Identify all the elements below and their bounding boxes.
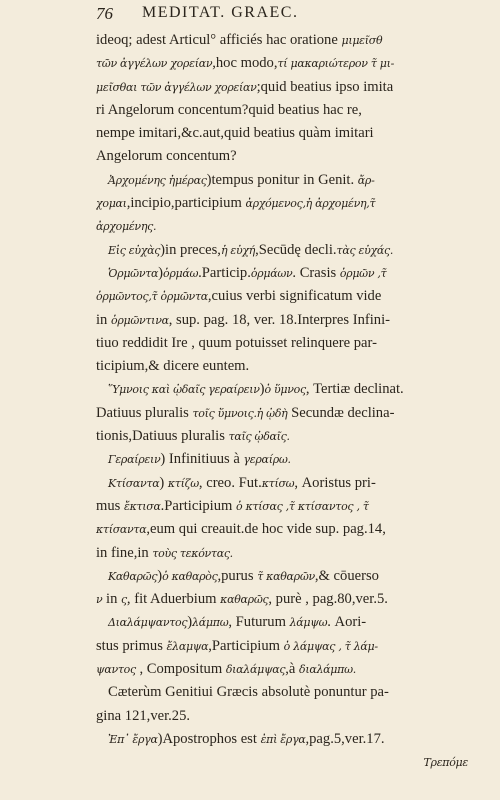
greek-term: ὁ κτίσας ,τ̃ κτίσαντος , τ̃ — [236, 499, 369, 513]
latin-text: )tempus ponitur in Genit. — [206, 171, 358, 188]
page-header — [96, 4, 440, 30]
text-line — [96, 215, 468, 238]
text-line — [96, 192, 468, 215]
text-line — [96, 76, 468, 99]
greek-term: ς — [121, 593, 127, 607]
latin-text: stus primus — [96, 637, 167, 654]
text-line — [96, 705, 468, 728]
latin-text: Angelorum concentum? — [96, 148, 237, 165]
text-line — [96, 378, 468, 401]
greek-term: ἔλαμψα — [166, 639, 209, 653]
greek-term: διαλάμπω. — [299, 663, 356, 677]
latin-text: in — [102, 591, 122, 608]
text-line — [96, 285, 468, 308]
text-line — [96, 681, 468, 704]
greek-term: μεῖσθαι τῶν ἀγγέλων χορείαν — [96, 80, 257, 94]
greek-term: ὁρμῶντος,τ̃ ὁρμῶντα — [96, 290, 208, 304]
latin-text: ) Infinitiuus à — [160, 451, 244, 468]
greek-term: ν — [96, 593, 103, 607]
greek-term: ἄρ- — [357, 173, 375, 187]
latin-text: ,eum qui creauit.de hoc vide sup. pag.14, — [146, 521, 386, 538]
greek-term: Καθαρῶς — [108, 569, 158, 583]
text-line — [96, 425, 468, 448]
latin-text: , Compositum — [135, 661, 226, 678]
text-line — [96, 448, 468, 471]
latin-text: ,cuius verbi significatum vide — [207, 288, 382, 305]
text-line — [96, 565, 468, 588]
greek-term: ὁρμάων — [250, 266, 293, 280]
greek-term: Ὕμνοις καὶ ᾠδαῖς γεραίρειν — [108, 383, 260, 397]
greek-term: τ̃ καθαρῶν — [257, 569, 315, 583]
text-line — [96, 122, 468, 145]
latin-text: ticipium,& dicere euntem. — [96, 358, 250, 375]
greek-term: ἡ εὐχή — [220, 243, 256, 257]
greek-term: τοῖς ὕμνοις.ἡ ᾠδὴ — [192, 406, 288, 420]
latin-text: ideoq; adest Articul° afficiés hac oratione — [96, 32, 342, 48]
greek-term: τί μακαριώτερον τ̃ μι- — [277, 57, 395, 71]
greek-term: ὁρμῶν ,τ̃ — [339, 266, 387, 280]
page-number: 76 — [96, 4, 113, 23]
greek-term: ψαντος — [96, 663, 136, 677]
catchword — [96, 751, 468, 774]
latin-text: Datiuus pluralis — [96, 404, 193, 421]
latin-text: ,Secūdę decli. — [255, 241, 337, 258]
greek-term: Γεραίρειν — [108, 453, 161, 467]
text-line — [96, 635, 468, 658]
text-line — [96, 355, 468, 378]
latin-text: , Tertiæ declinat. — [305, 381, 404, 398]
latin-text: , sup. pag. 18, ver. 18.Interpres Infini- — [168, 311, 391, 328]
latin-text: ,à — [285, 661, 300, 678]
text-line — [96, 611, 468, 634]
latin-text: tionis,Datiuus pluralis — [96, 428, 229, 445]
text-line — [96, 728, 468, 751]
latin-text: ) — [158, 264, 164, 281]
text-line — [96, 52, 468, 75]
running-head: MEDITAT. GRAEC. — [142, 4, 299, 21]
greek-term: καθαρῶς — [220, 593, 269, 607]
latin-text: .Participium — [160, 497, 237, 514]
latin-text: ,pag.5,ver.17. — [305, 730, 385, 747]
greek-term: Εἰς εὐχὰς — [108, 243, 161, 257]
greek-term: ὁ καθαρὸς — [162, 569, 218, 583]
greek-term: κτίσαντα — [96, 523, 147, 537]
latin-text: in fine,in — [96, 544, 153, 561]
greek-term: διαλάμψας — [225, 663, 286, 677]
latin-text: , purè , pag.80,ver.5. — [268, 591, 388, 608]
latin-text: nempe imitari,&c.aut,quid beatius quàm imitari — [96, 125, 374, 142]
greek-term: ὁρμῶντινα — [111, 313, 169, 327]
latin-text: )Apostrophos est — [157, 730, 261, 747]
commentary-text — [96, 29, 468, 775]
greek-term: Ὁρμῶντα — [108, 266, 159, 280]
latin-text: ) — [187, 614, 193, 631]
latin-text: . Crasis — [292, 264, 340, 281]
text-line — [96, 262, 468, 285]
greek-term: κτίσω — [261, 476, 295, 490]
greek-term: ἔκτισα — [123, 499, 161, 513]
greek-term: χομαι — [96, 197, 127, 211]
greek-term: μιμεῖσθ — [341, 34, 383, 47]
greek-term: γεραίρω. — [243, 453, 291, 467]
latin-text: .Particip. — [198, 264, 251, 281]
greek-term: τοὺς τεκόντας. — [152, 546, 233, 560]
text-line — [96, 472, 468, 495]
greek-term: ὁρμάω — [163, 266, 199, 280]
latin-text: ) — [157, 567, 163, 584]
latin-text: ) — [259, 381, 265, 398]
greek-term: ὁ λάμψας , τ̃ λάμ- — [283, 639, 378, 653]
latin-text: ,& cōuerso — [314, 567, 379, 584]
latin-text: , fit Aduerbium — [126, 591, 221, 608]
text-line — [96, 169, 468, 192]
latin-text: , Futurum — [228, 614, 290, 631]
greek-term: λάμπω — [192, 616, 229, 630]
greek-term: ἐπὶ ἔργα — [260, 732, 306, 746]
greek-term: τῶν ἀγγέλων χορείαν — [96, 57, 213, 71]
text-line — [96, 495, 468, 518]
latin-text: , creo. Fut. — [198, 474, 262, 491]
latin-text: ,incipio,participium — [126, 195, 246, 212]
greek-term: Ἐπ᾽ ἔργα — [108, 732, 158, 746]
greek-term: ταῖς ᾠδαῖς. — [228, 430, 290, 444]
greek-term: ἀρχόμενος,ἡ ἀρχομένη,τ̃ — [245, 197, 376, 211]
latin-text: ,purus — [217, 567, 258, 584]
text-line — [96, 309, 468, 332]
latin-text: tiuo reddidit Ire , quum potuisset relinquere par- — [96, 334, 377, 351]
latin-text: )in preces, — [160, 241, 221, 258]
greek-term: Κτίσαντα — [108, 476, 160, 490]
text-line — [96, 518, 468, 541]
text-line — [96, 658, 468, 681]
greek-term: ὁ ὕμνος — [264, 383, 306, 397]
greek-term: κτίζω — [167, 476, 199, 490]
text-line — [96, 588, 468, 611]
text-line — [96, 99, 468, 122]
latin-text: ,Participium — [208, 637, 284, 654]
greek-term: Τρεπόμε — [423, 756, 468, 770]
latin-text: gina 121,ver.25. — [96, 707, 191, 724]
greek-term: λάμψω — [289, 616, 328, 630]
greek-term: τὰς εὐχάς. — [336, 243, 394, 257]
latin-text: in — [96, 311, 111, 328]
greek-term: Διαλάμψαντος — [108, 616, 188, 630]
latin-text: , Aoristus pri- — [294, 474, 376, 491]
latin-text: ,hoc modo, — [212, 55, 278, 72]
greek-term: Ἀρχομένης ἡμέρας — [108, 173, 207, 187]
latin-text: ri Angelorum concentum?quid beatius hac re, — [96, 101, 362, 118]
text-line — [96, 29, 468, 52]
greek-term: ἀρχομένης. — [96, 220, 157, 234]
latin-text: ;quid beatius ipso imita — [256, 78, 394, 95]
latin-text: Cæterùm Genitiui Græcis absolutè ponuntur pa- — [108, 684, 389, 701]
latin-text: mus — [96, 497, 124, 514]
text-line — [96, 332, 468, 355]
text-line — [96, 239, 468, 262]
text-line — [96, 145, 468, 168]
latin-text: . Aori- — [327, 614, 367, 631]
text-line — [96, 542, 468, 565]
latin-text: ) — [159, 474, 168, 491]
text-line — [96, 402, 468, 425]
latin-text: Secundæ declina- — [287, 404, 395, 421]
